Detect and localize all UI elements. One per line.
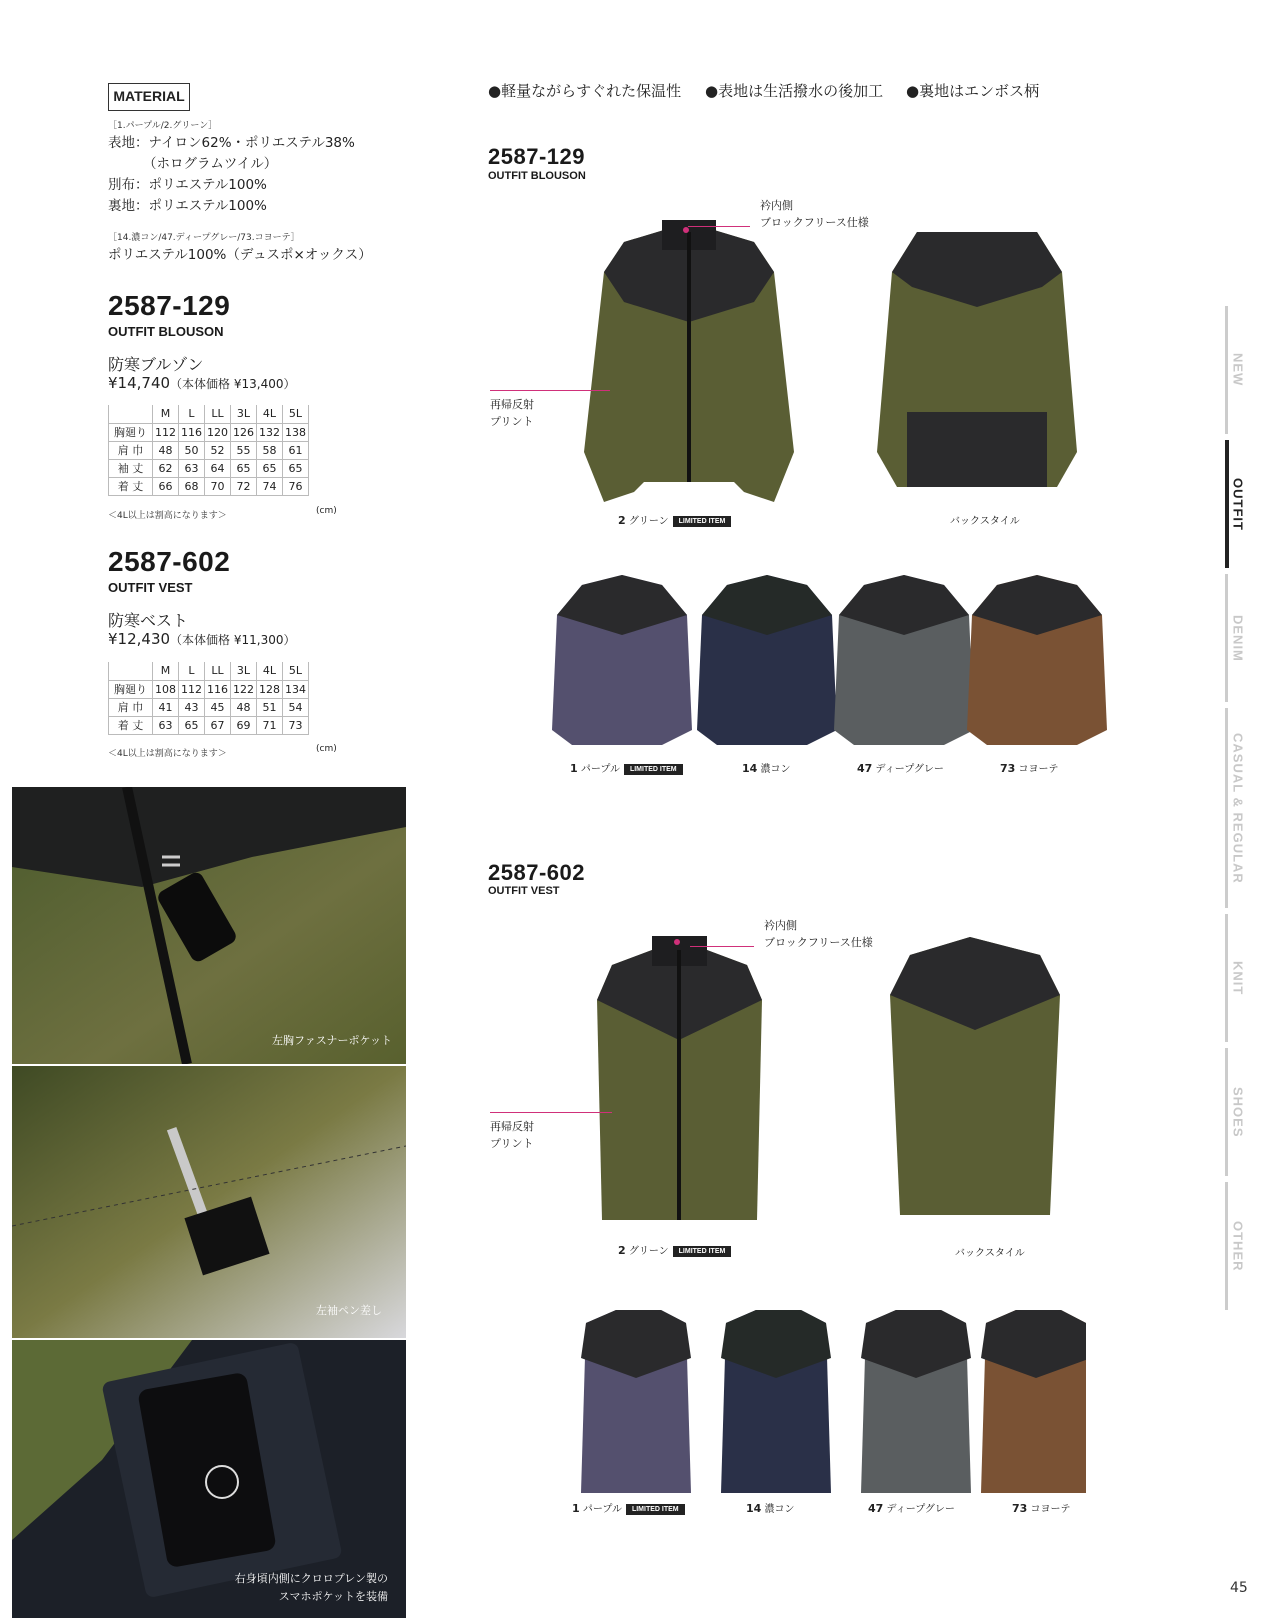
color-name: ディープグレー [886, 1504, 955, 1515]
table-row [109, 680, 309, 698]
caption-coyote [1000, 760, 1059, 775]
reflect-callout-line-2: プリント [490, 415, 534, 428]
detail-photo-chest-pocket [12, 787, 406, 1064]
material-line: 別布：ポリエステル100% [108, 177, 267, 193]
tab-label: OUTFIT [1230, 477, 1246, 531]
price-value: ¥14,740 [108, 374, 171, 392]
blouson-name: 防寒ブルゾン [108, 355, 204, 374]
row-label: 着 丈 [109, 716, 153, 734]
reflect-callout-line-2: プリント [490, 1137, 534, 1150]
cell: 43 [179, 698, 205, 716]
tab-knit[interactable] [1225, 914, 1251, 1042]
cell: 63 [179, 459, 205, 477]
section-vest-code: 2587-602 [488, 860, 585, 885]
cell: 66 [153, 477, 179, 495]
cell: 69 [231, 716, 257, 734]
cell: 112 [153, 423, 179, 441]
vest-reflect-callout [490, 1118, 534, 1152]
tab-label: CASUAL & REGULAR [1230, 732, 1246, 884]
vest-grey [861, 1310, 971, 1493]
caption-phone-pocket-1: 右身頃内側にクロロプレン製の [234, 1572, 388, 1585]
blouson-navy [697, 575, 837, 745]
vest-subtitle: OUTFIT VEST [108, 580, 193, 595]
material-note-1: ［1.パープル/2.グリーン］ [108, 121, 218, 131]
color-name: 濃コン [760, 764, 791, 775]
cell: 116 [179, 423, 205, 441]
caption-navy [742, 760, 791, 775]
color-name: パープル [580, 764, 620, 775]
color-number: 1 [572, 1502, 580, 1515]
table-row [109, 698, 309, 716]
size-header: M [153, 405, 179, 423]
blouson-coyote [967, 575, 1107, 745]
color-name: 濃コン [764, 1504, 795, 1515]
vest-name: 防寒ベスト [108, 611, 189, 630]
table-corner [109, 405, 153, 423]
size-header: 5L [283, 405, 309, 423]
detail-photo-pen-slot [12, 1066, 406, 1338]
caption-phone-pocket-2: スマホポケットを装備 [278, 1590, 388, 1603]
blouson-purple [552, 575, 692, 745]
reflect-callout-line-1: 再帰反射 [490, 398, 534, 411]
material-line: 表地：ナイロン62%・ポリエステル38% [108, 135, 355, 151]
limited-badge: LIMITED ITEM [673, 516, 732, 527]
vest-back-image [880, 925, 1070, 1225]
section-blouson-code: 2587-129 [488, 144, 585, 169]
cell: 55 [231, 441, 257, 459]
row-label: 着 丈 [109, 477, 153, 495]
caption-purple [570, 760, 683, 775]
caption-pen-slot: 左袖ペン差し [316, 1304, 382, 1317]
color-number: 47 [868, 1502, 884, 1515]
collar-callout-line-2: ブロックフリース仕様 [760, 216, 869, 229]
vest-unit: (cm) [316, 744, 337, 754]
size-header: 3L [231, 662, 257, 680]
vest-code: 2587-602 [108, 546, 231, 577]
row-label: 肩 巾 [109, 698, 153, 716]
cell: 70 [205, 477, 231, 495]
vest-price [108, 630, 295, 648]
tab-outfit[interactable] [1225, 440, 1251, 568]
material-label: MATERIAL [108, 83, 190, 111]
vest-variants [566, 1298, 1086, 1503]
size-header: M [153, 662, 179, 680]
vest-size-note: ＜4L以上は割高になります＞ [108, 749, 227, 759]
vest-collar-leader-line [690, 946, 754, 947]
cell: 122 [231, 680, 257, 698]
row-label: 胸廻り [109, 423, 153, 441]
row-label: 肩 巾 [109, 441, 153, 459]
collar-callout [760, 197, 869, 231]
tab-label: SHOES [1230, 1086, 1246, 1138]
cell: 134 [283, 680, 309, 698]
vest-caption-coyote [1012, 1500, 1071, 1515]
vest-reflect-leader-line [490, 1112, 612, 1113]
cell: 132 [257, 423, 283, 441]
tab-label: DENIM [1230, 614, 1246, 662]
collar-callout-line-1: 衿内側 [760, 199, 793, 212]
table-row [109, 459, 309, 477]
table-row [109, 716, 309, 734]
vest-caption-purple [572, 1500, 685, 1515]
color-number: 2 [618, 514, 626, 527]
cell: 65 [257, 459, 283, 477]
tab-label: NEW [1230, 353, 1246, 387]
section-blouson-subtitle: OUTFIT BLOUSON [488, 170, 586, 182]
size-header: L [179, 405, 205, 423]
table-row [109, 477, 309, 495]
cell: 48 [231, 698, 257, 716]
size-header: 5L [283, 662, 309, 680]
color-number: 47 [857, 762, 873, 775]
blouson-variants [552, 565, 1127, 750]
cell: 45 [205, 698, 231, 716]
cell: 52 [205, 441, 231, 459]
cell: 71 [257, 716, 283, 734]
size-header: 4L [257, 405, 283, 423]
color-name: パープル [582, 1504, 622, 1515]
cell: 58 [257, 441, 283, 459]
limited-badge: LIMITED ITEM [626, 1504, 685, 1515]
blouson-size-table [108, 405, 309, 496]
color-number: 14 [746, 1502, 762, 1515]
tab-label: OTHER [1230, 1220, 1246, 1272]
cell: 48 [153, 441, 179, 459]
cell: 62 [153, 459, 179, 477]
cell: 120 [205, 423, 231, 441]
tab-other[interactable] [1225, 1182, 1251, 1310]
price-value: ¥12,430 [108, 630, 171, 648]
blouson-size-note: ＜4L以上は割高になります＞ [108, 511, 227, 521]
table-corner [109, 662, 153, 680]
color-name: グリーン [628, 1246, 669, 1257]
vest-collar-callout [764, 917, 873, 951]
blouson-grey [834, 575, 974, 745]
cell: 72 [231, 477, 257, 495]
collar-leader-line [688, 226, 750, 227]
color-name: コヨーテ [1018, 764, 1059, 775]
blouson-subtitle: OUTFIT BLOUSON [108, 324, 224, 339]
table-row [109, 423, 309, 441]
chest-pocket-image [12, 787, 406, 1064]
cell: 74 [257, 477, 283, 495]
vest-caption-navy [746, 1500, 795, 1515]
tab-new[interactable] [1225, 306, 1251, 434]
caption-chest-pocket: 左胸ファスナーポケット [271, 1034, 392, 1047]
cell: 112 [179, 680, 205, 698]
tab-casual-regular[interactable] [1225, 708, 1251, 908]
size-header: 3L [231, 405, 257, 423]
vest-coyote [981, 1310, 1086, 1493]
limited-badge: LIMITED ITEM [673, 1246, 732, 1257]
limited-badge: LIMITED ITEM [624, 764, 683, 775]
cell: 63 [153, 716, 179, 734]
cell: 65 [283, 459, 309, 477]
blouson-code: 2587-129 [108, 290, 231, 321]
vest-purple [581, 1310, 691, 1493]
collar-callout-line-2: ブロックフリース仕様 [764, 936, 873, 949]
feature-2: ●表地は生活撥水の後加工 [705, 82, 884, 100]
cell: 138 [283, 423, 309, 441]
reflect-leader-line [490, 390, 610, 391]
color-number: 14 [742, 762, 758, 775]
color-number: 1 [570, 762, 578, 775]
color-name: ディープグレー [875, 764, 944, 775]
material-line: ポリエステル100%（デュスポ×オックス） [108, 247, 372, 263]
page-number: 45 [1230, 1580, 1248, 1596]
cell: 51 [257, 698, 283, 716]
tab-label: KNIT [1230, 960, 1246, 996]
collar-callout-line-1: 衿内側 [764, 919, 797, 932]
pen-slot-image [12, 1066, 406, 1338]
color-number: 73 [1012, 1502, 1028, 1515]
vest-front-image [582, 930, 777, 1230]
row-label: 袖 丈 [109, 459, 153, 477]
cell: 76 [283, 477, 309, 495]
size-header: 4L [257, 662, 283, 680]
blouson-unit: (cm) [316, 506, 337, 516]
feature-3: ●裏地はエンボス柄 [906, 82, 1040, 100]
section-vest-subtitle: OUTFIT VEST [488, 885, 560, 897]
blouson-price [108, 374, 295, 392]
cell: 73 [283, 716, 309, 734]
vest-caption-grey [868, 1500, 955, 1515]
color-name: コヨーテ [1030, 1504, 1071, 1515]
cell: 67 [205, 716, 231, 734]
price-note: （本体価格 ¥11,300） [170, 633, 296, 647]
blouson-back-image [877, 212, 1077, 502]
cell: 41 [153, 698, 179, 716]
cell: 108 [153, 680, 179, 698]
detail-photo-phone-pocket [12, 1340, 406, 1618]
tab-shoes[interactable] [1225, 1048, 1251, 1176]
reflect-callout-line-1: 再帰反射 [490, 1120, 534, 1133]
vest-navy [721, 1310, 831, 1493]
cell: 61 [283, 441, 309, 459]
material-line: 裏地：ポリエステル100% [108, 198, 267, 214]
vest-back-caption: バックスタイル [955, 1248, 1025, 1259]
material-line: （ホログラムツイル） [143, 156, 278, 172]
cell: 65 [179, 716, 205, 734]
cell: 65 [231, 459, 257, 477]
color-number: 2 [618, 1244, 626, 1257]
caption-grey [857, 760, 944, 775]
cell: 128 [257, 680, 283, 698]
blouson-front-image [574, 212, 804, 512]
vest-size-table [108, 662, 309, 735]
color-name: グリーン [628, 516, 669, 527]
blouson-green-caption [618, 512, 731, 527]
reflect-callout [490, 396, 534, 430]
cell: 116 [205, 680, 231, 698]
feature-1: ●軽量ながらすぐれた保温性 [488, 82, 682, 100]
color-number: 73 [1000, 762, 1016, 775]
size-header: LL [205, 662, 231, 680]
cell: 64 [205, 459, 231, 477]
size-header: LL [205, 405, 231, 423]
cell: 126 [231, 423, 257, 441]
table-row [109, 441, 309, 459]
price-note: （本体価格 ¥13,400） [170, 377, 296, 391]
cell: 68 [179, 477, 205, 495]
size-header: L [179, 662, 205, 680]
tab-denim[interactable] [1225, 574, 1251, 702]
cell: 54 [283, 698, 309, 716]
blouson-back-caption: バックスタイル [950, 516, 1020, 527]
row-label: 胸廻り [109, 680, 153, 698]
material-note-2: ［14.濃コン/47.ディープグレー/73.コヨーテ］ [108, 233, 300, 243]
cell: 50 [179, 441, 205, 459]
vest-green-caption [618, 1242, 731, 1257]
